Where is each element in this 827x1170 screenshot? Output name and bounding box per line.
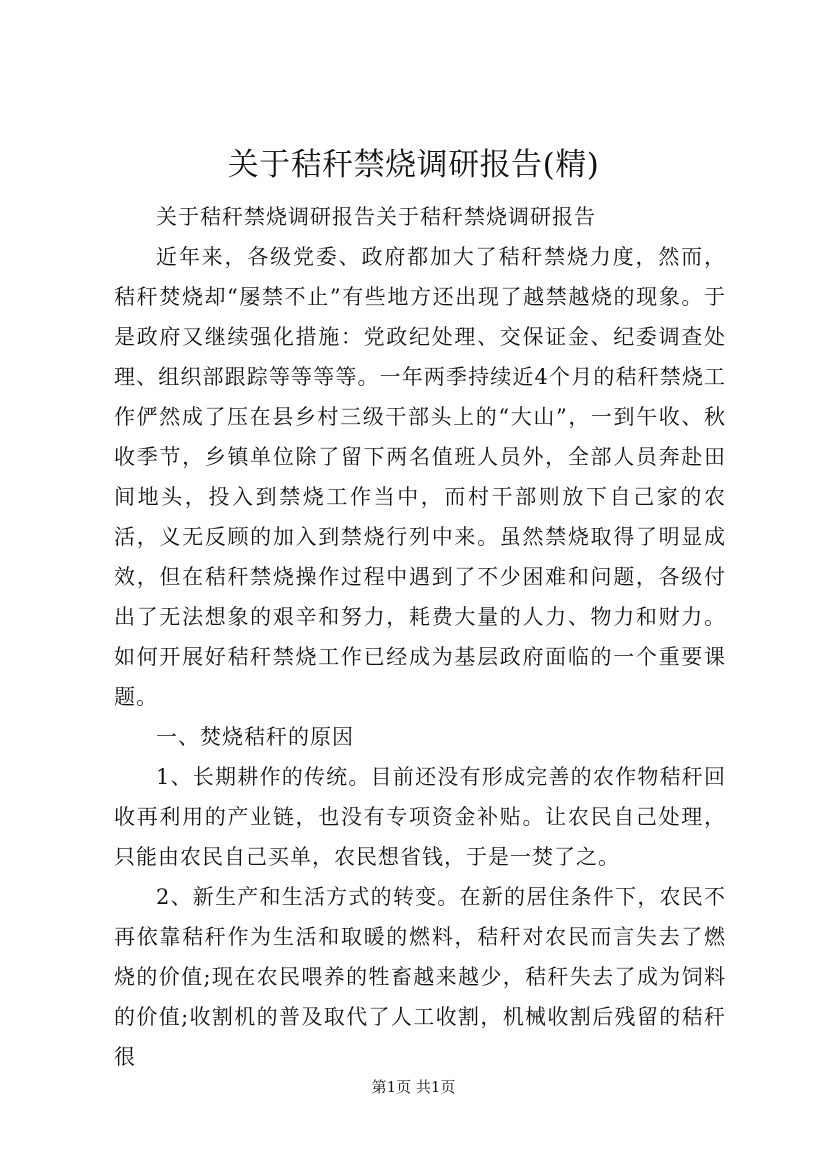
paragraph-reason-1: 1、长期耕作的传统。目前还没有形成完善的农作物秸秆回收再利用的产业链，也没有专项资金补贴。让农民自己处理，只能由农民自己买单，农民想省钱，于是一焚了之。 [114,765,726,869]
document-title: 关于秸秆禁烧调研报告(精) [227,147,600,183]
document-body [114,197,726,1077]
page-footer: 第1页 共1页 [371,1078,456,1096]
section-heading: 一、焚烧秸秆的原因 [156,725,354,749]
paragraph-reason-2: 2、新生产和生活方式的转变。在新的居住条件下，农民不再依靠秸秆作为生活和取暖的燃料，秸秆对农民而言失去了燃烧的价值;现在农民喂养的牲畜越来越少，秸秆失去了成为饲料的价值;收割机的普及取代了人工收割，机械收割后残留的秸秆很 [114,885,726,1069]
paragraph-subtitle: 关于秸秆禁烧调研报告关于秸秆禁烧调研报告 [156,205,596,229]
paragraph-intro: 近年来，各级党委、政府都加大了秸秆禁烧力度，然而，秸秆焚烧却“屡禁不止”有些地方还出现了越禁越烧的现象。于是政府又继续强化措施：党政纪处理、交保证金、纪委调查处理、组织部跟踪等等等等。一年两季持续近4个月的秸秆禁烧工作俨然成了压在县乡村三级干部头上的“大山”，一到午收、秋收季节，乡镇单位除了留下两名值班人员外，全部人员奔赴田间地头，投入到禁烧工作当中，而村干部则放下自己家的农活，义无反顾的加入到禁烧行列中来。虽然禁烧取得了明显成效，但在秸秆禁烧操作过程中遇到了不少困难和问题，各级付出了无法想象的艰辛和努力，耗费大量的人力、物力和财力。如何开展好秸秆禁烧工作已经成为基层政府面临的一个重要课题。 [114,245,726,709]
